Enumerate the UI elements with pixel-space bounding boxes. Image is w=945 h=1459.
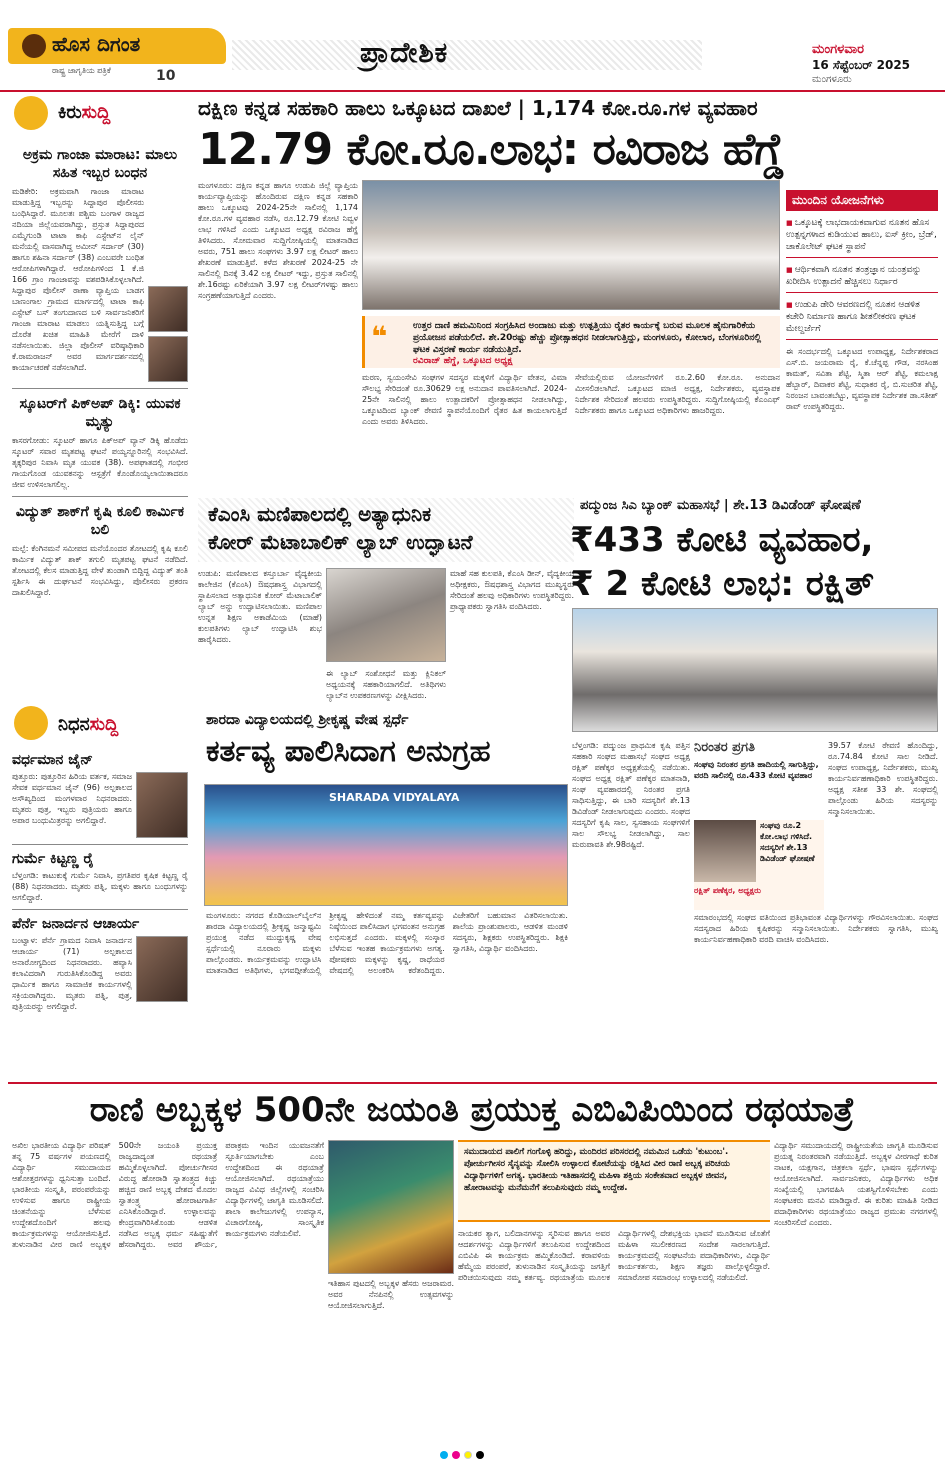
obituary-item[interactable] — [12, 752, 188, 838]
obituary-body: ಬೆಳ್ತಂಗಡಿ: ಕಾಟುಕುಕ್ಕೆ ಗುರ್ಮೆ ನಿವಾಸಿ, ಪ್ರಗತಿಪರ ಕೃಷಿಕ ಕಿಟ್ಟಣ್ಣ ರೈ (88) ನಿಧನರಾದರು. ಮೃತರು ಪತ್ನಿ, ಮಕ್ಕಳು ಹಾಗೂ ಬಂಧುಗಳನ್ನು ಅಗಲಿದ್ದಾರೆ. — [12, 871, 188, 902]
future-plans-title: ಮುಂದಿನ ಯೋಜನೆಗಳು — [786, 190, 938, 211]
hand-icon — [14, 96, 48, 130]
press-meet-photo — [362, 180, 780, 310]
kmc-headline-box[interactable] — [198, 498, 574, 562]
future-plan-item: ■ ಉಡುಪಿ ಡೇರಿ ಆವರಣದಲ್ಲಿ ನೂತನ ಆಡಳಿತ ಕಚೇರಿ ನಿರ್ಮಾಣ ಹಾಗೂ ಶೀತಲೀಕರಣ ಘಟಕ ಮೇಲ್ದರ್ಜೆಗೆ — [786, 299, 938, 340]
logo-tagline: ರಾಷ್ಟ್ರ ಜಾಗೃತಿಯ ಪತ್ರಿಕೆ — [52, 66, 111, 75]
highlight-text: ಸಮುದಾಯದ ಪಾಲಿಗೆ ಗಂಗೊಳ್ಳಿ ಹರಿದ್ದು, ಮಂದಿರದ ಪರಿಸರದಲ್ಲಿ ನಮಮಿನ ಒಡೆಯ 'ಕುಟುಂಬ'. ಪೋರ್ಚುಗೀಸರ ಸೈನ್ಯವನ್ನು ಸೋಲಿಸಿ ಉಳ್ಳಾಲದ ಕೋಟೆಯನ್ನು ರಕ್ಷಿಸಿದ ವೀರ ರಾಣಿ ಅಬ್ಬಕ್ಕ ಪರಿಚಯ ವಿದ್ಯಾರ್ಥಿಗಳಿಗೆ ಅಗತ್ಯ. ಭಾರತೀಯ ಇತಿಹಾಸದಲ್ಲಿ ಮಹಿಳಾ ಶಕ್ತಿಯ ಸಂಕೇತವಾದ ಅಬ್ಬಕ್ಕಳ ಜೀವನ, ಹೋರಾಟವನ್ನು ಮನೆಮನೆಗೆ ತಲುಪಿಸುವುದು ನಮ್ಮ ಉದ್ದೇಶ. — [464, 1147, 730, 1193]
kmc-body: ಮಾಹೆ ಸಹ ಕುಲಪತಿ, ಕೆಎಂಸಿ ಡೀನ್, ವೈದ್ಯಕೀಯ ಅಧೀಕ್ಷಕರು, ಔಷಧಶಾಸ್ತ್ರ ವಿಭಾಗದ ಮುಖ್ಯಸ್ಥರು ಸೇರಿದಂತೆ ಹಲವು ಅಧಿಕಾರಿಗಳು ಉಪಸ್ಥಿತರಿದ್ದರು. ಪ್ರಾಧ್ಯಾಪಕರು ಸ್ವಾಗತಿಸಿ ವಂದಿಸಿದರು. — [450, 569, 574, 611]
brief-body: ಮಲ್ಪೆ: ಕೆಂಗಿನಮನೆ ಸಮೀಪದ ಮನೆಯೊಂದರ ತೋಟದಲ್ಲಿ ಕೃಷಿ ಕೂಲಿ ಕಾರ್ಮಿಕ ವಿದ್ಯುತ್ ಶಾಕ್ ತಗುಲಿ ಮೃತಪಟ್ಟ ಘಟನೆ ನಡೆದಿದೆ. ತೋಟದಲ್ಲಿ ಕೆಲಸ ಮಾಡುತ್ತಿದ್ದ ವೇಳೆ ತುಂಡಾಗಿ ಬಿದ್ದಿದ್ದ ವಿದ್ಯುತ್ ತಂತಿ ಸ್ಪರ್ಶಿಸಿ ಈ ದುರ್ಘಟನೆ ಸಂಭವಿಸಿದ್ದು, ಪೊಲೀಸರು ಪ್ರಕರಣ ದಾಖಲಿಸಿದ್ದಾರೆ. — [12, 544, 188, 597]
bank-story-body: ಬೆಳ್ತಂಗಡಿ: ಪದ್ಮುಂಜ ಪ್ರಾಥಮಿಕ ಕೃಷಿ ಪತ್ತಿನ ಸಹಕಾರಿ ಸಂಘದ ಮಹಾಸಭೆ ಸಂಘದ ಅಧ್ಯಕ್ಷ ರಕ್ಷಿತ್ ಪಣೆಕ್ಕರ ಅಧ್ಯಕ್ಷತೆಯಲ್ಲಿ ನಡೆಯಿತು. ಸಂಘದ ಅಧ್ಯಕ್ಷ ರಕ್ಷಿತ್ ಪಣೆಕ್ಕರ ಮಾತನಾಡಿ, ಸಂಘ ವ್ಯವಹಾರದಲ್ಲಿ ನಿರಂತರ ಪ್ರಗತಿ ಸಾಧಿಸುತ್ತಿದ್ದು, ಈ ಬಾರಿ ಸದಸ್ಯರಿಗೆ ಶೇ.13 ಡಿವಿಡೆಂಡ್ ನೀಡಲಾಗುವುದು ಎಂದರು. ಸಂಘದ ಸದಸ್ಯರಿಗೆ ಕೃಷಿ ಸಾಲ, ಸ್ವಸಹಾಯ ಸಂಘಗಳಿಗೆ ಸಾಲ ಸೌಲಭ್ಯ ನೀಡಲಾಗಿದ್ದು, ಸಾಲ ಮರುಪಾವತಿ ಶೇ.98ರಷ್ಟಿದೆ. — [572, 741, 690, 849]
obituary-icon — [14, 706, 48, 740]
sharada-headline[interactable]: ಕರ್ತವ್ಯ ಪಾಲಿಸಿದಾಗ ಅನುಗ್ರಹ — [206, 734, 491, 769]
obituary-body: ಬಂಟ್ವಾಳ: ಪೆರ್ನೆ ಗ್ರಾಮದ ನಿವಾಸಿ ಜನಾರ್ದನ ಆಚಾರ್ಯ (71) ಅಲ್ಪಕಾಲದ ಅನಾರೋಗ್ಯದಿಂದ ನಿಧನರಾದರು. ಹವ್ಯಾಸಿ ಕಲಾವಿದರಾಗಿ ಗುರುತಿಸಿಕೊಂಡಿದ್ದ ಅವರು ಧಾರ್ಮಿಕ ಹಾಗೂ ಸಾಮಾಜಿಕ ಕಾರ್ಯಗಳಲ್ಲಿ ಸಕ್ರಿಯರಾಗಿದ್ದರು. ಮೃತರು ಪತ್ನಿ, ಪುತ್ರ, ಪುತ್ರಿಯರನ್ನು ಅಗಲಿದ್ದಾರೆ. — [12, 936, 132, 1011]
kmc-body: ಈ ಲ್ಯಾಬ್ ಸಂಶೋಧನೆ ಮತ್ತು ಕ್ಲಿನಿಕಲ್ ಅಧ್ಯಯನಕ್ಕೆ ಸಹಕಾರಿಯಾಗಲಿದೆ. ಅತಿಥಿಗಳು ಲ್ಯಾಬ್‌ನ ಉಪಕರಣಗಳನ್ನು ವೀಕ್ಷಿಸಿದರು. — [326, 669, 446, 700]
newspaper-logo[interactable] — [8, 28, 226, 84]
registration-dot — [464, 1451, 472, 1459]
lamp-icon — [22, 34, 46, 58]
registration-dot — [476, 1451, 484, 1459]
bank-story-headline[interactable]: ₹ 2 ಕೋಟಿ ಲಾಭ: ರಕ್ಷಿತ್ — [570, 564, 875, 604]
deceased-photo — [136, 936, 188, 1002]
issue-day: ಮಂಗಳವಾರ — [812, 42, 865, 57]
divider — [12, 909, 188, 910]
future-plan-item: ■ ಒಕ್ಕೂಟಕ್ಕೆ ಲಾಭದಾಯಕವಾಗುವ ನೂತನ ಹೊಸ ಉತ್ಪನ್ನಗಳಾದ ಕುಡಿಯುವ ಹಾಲು, ಐಸ್ ಕ್ರೀಂ, ಬ್ರೆಡ್, ಚಾಕೊಲೇಟ್ ಘಟಕ ಸ್ಥಾಪನೆ — [786, 217, 938, 258]
registration-dot — [440, 1451, 448, 1459]
brief-headline: ಅಕ್ರಮ ಗಾಂಜಾ ಮಾರಾಟ: ಮಾಲು ಸಹಿತ ಇಬ್ಬರ ಬಂಧನ — [22, 147, 178, 181]
section-title: ಪ್ರಾದೇಶಿಕ — [360, 36, 449, 69]
abbakka-highlight-box — [458, 1140, 770, 1222]
future-plan-item: ■ ಆರ್ಥಿಕವಾಗಿ ನೂತನ ತಂತ್ರಜ್ಞಾನ ಯಂತ್ರವನ್ನು ಖರೀದಿಸಿ ಉತ್ಪಾದನೆ ಹೆಚ್ಚಿಸಲು ನಿರ್ಧಾರ — [786, 264, 938, 293]
obituary-header — [14, 706, 184, 746]
kmc-headline-line: ಕೋರ್ ಮೆಟಾಬಾಲಿಕ್ ಲ್ಯಾಬ್ ಉದ್ಘಾಟನೆ — [208, 530, 473, 554]
obituary-item[interactable] — [12, 851, 188, 903]
top-story-body: ಮರಣ, ಸ್ವಯಂಸೇವಿ ಸಂಘಗಳ ಸದಸ್ಯರ ಮಕ್ಕಳಿಗೆ ವಿದ್ಯಾರ್ಥಿ ವೇತನ, ವಿಮಾ ಸೌಲಭ್ಯ ಸೇರಿದಂತೆ ರೂ.30629 ಲಕ್ಷ ಅನುದಾನ ಪಾವತಿಸಲಾಗಿದೆ. 2024-25ನೇ ಸಾಲಿನಲ್ಲಿ ಹಾಲು ಉತ್ಪಾದಕರಿಗೆ ಪ್ರೋತ್ಸಾಹಧನ ನೀಡಲಾಗಿದ್ದು, ಒಕ್ಕೂಟದಿಂದ ಬ್ಯಾಂಕ್ ಠೇವಣಿ ಸ್ಥಾಪನೆಯೊಂದಿಗೆ ರೈತರ ಹಿತ ಕಾಯಲಾಗುತ್ತಿದೆ ಎಂದು ಅವರು ತಿಳಿಸಿದರು. — [362, 373, 567, 426]
divider — [12, 844, 188, 845]
quote-text: ಉತ್ತರ ದಾಣಿ ಹಮಮಿನಿಂದ ಸಂಗ್ರಹಿಸಿದ ಅಂದಾಜು ಮತ್ತು ಉತ್ಪತ್ತಿಯು ರೈತರ ಕಾರ್ಯಕ್ಕೆ ಬರುವ ಮೂಲಕ ಹೈನುಗಾರಿಕೆಯ ಪ್ರಯೋಜನ ಪಡೆಯಲಿದೆ. ಶೇ.20ರಷ್ಟು ಹೆಚ್ಚು ಪ್ರೋತ್ಸಾಹಧನ ನೀಡಲಾಗುತ್ತಿದ್ದು, ಮಂಗಳೂರು, ಕೋಲಾರ, ಬೆಂಗಳೂರಿನಲ್ಲಿ ಘಟಕ ವಿಸ್ತರಣೆ ಕಾರ್ಯ ನಡೆಯುತ್ತಿದೆ. — [413, 321, 762, 355]
pull-quote — [362, 316, 780, 368]
quote-author: ರವಿರಾಜ್ ಹೆಗ್ಡೆ, ಒಕ್ಕೂಟದ ಅಧ್ಯಕ್ಷ — [413, 356, 513, 366]
logo-text: ಹೊಸ ದಿಗಂತ — [52, 32, 141, 56]
top-story-body-bottom — [362, 372, 780, 427]
brief-item[interactable] — [12, 146, 188, 382]
brief-body: ಮಡಿಕೇರಿ: ಅಕ್ರಮವಾಗಿ ಗಾಂಜಾ ಮಾರಾಟ ಮಾಡುತ್ತಿದ್ದ ಇಬ್ಬರನ್ನು ಸಿದ್ದಾಪುರ ಪೊಲೀಸರು ಬಂಧಿಸಿದ್ದಾರೆ. ಮೂಲತಃ ಪಶ್ಚಿಮ ಬಂಗಾಳ ರಾಜ್ಯದ ನದಿಯಾ ಜಿಲ್ಲೆಯವರಾಗಿದ್ದು, ಪ್ರಸ್ತುತ ಸಿದ್ದಾಪುರದ ಎಮ್ಮೆಗುಂಡಿ ಟಾಟಾ ಕಾಫಿ ಎಸ್ಟೇಟ್‌ನ ಲೈನ್ ಮನೆಯಲ್ಲಿ ವಾಸವಾಗಿದ್ದ ಅಮೀನ್ ಸರ್ದಾರ್ (30) ಹಾಗೂ ಶಹಿನಾ ಸರ್ದಾರ್ (38) ಎಂಬವರೇ ಬಂಧಿತ ಆರೋಪಿಗಳಾಗಿದ್ದಾರೆ. ಆರೋಪಿಗಳಿಂದ 1 ಕೆ.ಜಿ 166 ಗ್ರಾಂ ಗಾಂಜಾವನ್ನು ವಶಪಡಿಸಿಕೊಳ್ಳಲಾಗಿದೆ. ಸಿದ್ದಾಪುರ ಪೊಲೀಸ್ ಠಾಣಾ ವ್ಯಾಪ್ತಿಯ ಬಾಡಗ ಬಾಣಂಗಾಲ ಗ್ರಾಮದ ಮಾರ್ಗದಲ್ಲಿ ಟಾಟಾ ಕಾಫಿ ಎಸ್ಟೇಟ್ ಬಸ್ ತಂಗುದಾಣದ ಬಳಿ ಸಾರ್ವಜನಿಕರಿಗೆ ಗಾಂಜಾ ಮಾರಾಟ ಮಾಡಲು ಯತ್ನಿಸುತ್ತಿದ್ದ ಬಗ್ಗೆ ದೊರೆತ ಖಚಿತ ಮಾಹಿತಿ ಮೇರೆಗೆ ದಾಳಿ ನಡೆಸಲಾಯಿತು. ಜಿಲ್ಲಾ ಪೊಲೀಸ್ ವರಿಷ್ಠಾಧಿಕಾರಿ ಕೆ.ರಾಮರಾಜನ್ ಅವರ ಮಾರ್ಗದರ್ಶನದಲ್ಲಿ ಕಾರ್ಯಾಚರಣೆ ನಡೆಸಲಾಗಿದೆ. — [12, 187, 144, 372]
progress-box — [694, 740, 824, 781]
bank-felicitation-photo — [572, 608, 938, 732]
top-story-kicker: ದಕ್ಷಿಣ ಕನ್ನಡ ಸಹಕಾರಿ ಹಾಲು ಒಕ್ಕೂಟದ ದಾಖಲೆ | 1,174 ಕೋ.ರೂ.ಗಳ ವ್ಯವಹಾರ — [198, 96, 758, 120]
top-story-headline[interactable]: 12.79 ಕೋ.ರೂ.ಲಾಭ: ರವಿರಾಜ ಹೆಗ್ಡೆ — [198, 124, 784, 175]
page-number: 10 — [156, 68, 176, 84]
progress-title: ನಿರಂತರ ಪ್ರಗತಿ — [694, 740, 755, 755]
section-banner — [232, 40, 702, 70]
edition-city: ಮಂಗಳೂರು — [812, 74, 852, 85]
krishna-costume-photo — [204, 784, 568, 906]
brief-item[interactable] — [12, 395, 188, 490]
future-plans-box — [786, 190, 938, 412]
kmc-headline-line: ಕೆಎಂಸಿ ಮಣಿಪಾಲದಲ್ಲಿ ಅತ್ಯಾಧುನಿಕ — [208, 502, 432, 526]
top-story-body: ಸೇವೆಯಲ್ಲಿರುವ ಯೋಜನೆಗಳಿಗೆ ರೂ.2.60 ಕೋ.ರೂ. ಅನುದಾನ ಮೀಸಲಿಡಲಾಗಿದೆ. ಒಕ್ಕೂಟದ ಮಾಜಿ ಅಧ್ಯಕ್ಷ, ನಿರ್ದೇಶಕರು, ವ್ಯವಸ್ಥಾಪಕ ನಿರ್ದೇಶಕ ಸೇರಿದಂತೆ ಹಲವರು ಉಪಸ್ಥಿತರಿದ್ದರು. ಸುದ್ದಿಗೋಷ್ಠಿಯಲ್ಲಿ ಕೆಎಂಎಫ್ ನಿರ್ದೇಶಕರು ಹಾಗೂ ಒಕ್ಕೂಟದ ಅಧಿಕಾರಿಗಳು ಹಾಜರಿದ್ದರು. — [575, 373, 780, 415]
obituary-body: ಪುತ್ತೂರು: ಪುತ್ತೂರಿನ ಹಿರಿಯ ವರ್ತಕ, ಸಮಾಜ ಸೇವಕ ವರ್ಧಮಾನ ಜೈನ್ (96) ಅಲ್ಪಕಾಲದ ಅಸೌಖ್ಯದಿಂದ ಮಂಗಳವಾರ ನಿಧನರಾದರು. ಮೃತರು ಪುತ್ರ, ಇಬ್ಬರು ಪುತ್ರಿಯರು ಹಾಗೂ ಅಪಾರ ಬಂಧುಮಿತ್ರರನ್ನು ಅಗಲಿದ್ದಾರೆ. — [12, 772, 132, 825]
bank-story-kicker: ಪದ್ಮುಂಜ ಸಿಎ ಬ್ಯಾಂಕ್ ಮಹಾಸಭೆ | ಶೇ.13 ಡಿವಿಡೆಂಡ್ ಘೋಷಣೆ — [580, 498, 861, 513]
divider — [12, 388, 188, 389]
abbakka-body: ಇತಿಹಾಸ ಪುಟದಲ್ಲಿ ಅಬ್ಬಕ್ಕಳ ಹೆಸರು ಅಜರಾಮರ. ಅವರ ನೆನಪಿನಲ್ಲಿ ಉತ್ಸವಗಳನ್ನು ಆಯೋಜಿಸಲಾಗುತ್ತಿದೆ. — [328, 1279, 454, 1310]
divider — [12, 496, 188, 497]
sharada-kicker: ಶಾರದಾ ವಿದ್ಯಾಲಯದಲ್ಲಿ ಶ್ರೀಕೃಷ್ಣ ವೇಷ ಸ್ಪರ್ಧೆ — [206, 712, 409, 728]
obituary-title: ನಿಧನಸುದ್ದಿ — [58, 714, 119, 735]
bank-president-quote — [694, 820, 824, 910]
abbakka-body: ನಾಯಕರ ತ್ಯಾಗ, ಬಲಿದಾನಗಳನ್ನು ಸ್ಮರಿಸುವ ಹಾಗೂ ಅವರ ಆದರ್ಶಗಳನ್ನು ವಿದ್ಯಾರ್ಥಿಗಳಿಗೆ ತಲುಪಿಸುವ ಉದ್ದೇಶದಿಂದ ಎಬಿವಿಪಿ ಈ ಕಾರ್ಯಕ್ರಮ ಹಮ್ಮಿಕೊಂಡಿದೆ. ಕರಾವಳಿಯ ಹೆಮ್ಮೆಯ ಪರಂಪರೆ, ತುಳುನಾಡಿನ ಸಂಸ್ಕೃತಿಯನ್ನು ಜಗತ್ತಿಗೆ ಪರಿಚಯಿಸುವುದು ನಮ್ಮ ಕರ್ತವ್ಯ. ರಥಯಾತ್ರೆಯ ಮೂಲಕ ವಿದ್ಯಾರ್ಥಿಗಳಲ್ಲಿ ದೇಶಭಕ್ತಿಯ ಭಾವನೆ ಮೂಡಿಸುವ ಜೊತೆಗೆ ಮಹಿಳಾ ಸಬಲೀಕರಣದ ಸಂದೇಶ ಸಾರಲಾಗುತ್ತಿದೆ. ಕಾರ್ಯಕ್ರಮದಲ್ಲಿ ಸಂಘಟನೆಯ ಪದಾಧಿಕಾರಿಗಳು, ವಿದ್ಯಾರ್ಥಿ ಕಾರ್ಯಕರ್ತರು, ಶಿಕ್ಷಣ ತಜ್ಞರು ಪಾಲ್ಗೊಳ್ಳಲಿದ್ದಾರೆ. ಸಮಾರೋಪ ಸಮಾರಂಭ ಉಳ್ಳಾಲದಲ್ಲಿ ನಡೆಯಲಿದೆ. — [458, 1229, 770, 1282]
brief-news-column — [12, 140, 188, 598]
masthead-divider — [0, 90, 945, 92]
brief-item[interactable] — [12, 503, 188, 598]
abbakka-headline[interactable]: ರಾಣಿ ಅಬ್ಬಕ್ಕಳ 500ನೇ ಜಯಂತಿ ಪ್ರಯುಕ್ತ ಎಬಿವಿಪಿಯಿಂದ ರಥಯಾತ್ರೆ — [89, 1090, 855, 1130]
quote-text: ಸಂಘವು ರೂ.2 ಕೋ.ಲಾಭ ಗಳಿಸಿದೆ. ಸದಸ್ಯರಿಗೆ ಶೇ.13 ಡಿವಿಡೆಂಡ್ ಘೋಷಣೆ — [760, 821, 815, 863]
abbakka-body: ವಿದ್ಯಾರ್ಥಿ ಸಮುದಾಯದಲ್ಲಿ ರಾಷ್ಟ್ರೀಯತೆಯ ಜಾಗೃತಿ ಮೂಡಿಸುವ ಪ್ರಯತ್ನ ನಿರಂತರವಾಗಿ ನಡೆಯುತ್ತಿದೆ. ಅಬ್ಬಕ್ಕಳ ವೀರಗಾಥೆ ಕುರಿತ ನಾಟಕ, ಯಕ್ಷಗಾನ, ಚಿತ್ರಕಲಾ ಸ್ಪರ್ಧೆ, ಭಾಷಣ ಸ್ಪರ್ಧೆಗಳನ್ನು ಆಯೋಜಿಸಲಾಗಿದೆ. ಸಾರ್ವಜನಿಕರು, ವಿದ್ಯಾರ್ಥಿಗಳು ಅಧಿಕ ಸಂಖ್ಯೆಯಲ್ಲಿ ಭಾಗವಹಿಸಿ ಯಶಸ್ವಿಗೊಳಿಸಬೇಕು ಎಂದು ಸಂಘಟಕರು ಮನವಿ ಮಾಡಿದ್ದಾರೆ. ಈ ಕುರಿತು ಮಾಹಿತಿ ನೀಡಿದ ಪದಾಧಿಕಾರಿಗಳು ರಥಯಾತ್ರೆಯು ರಾಜ್ಯದ ಪ್ರಮುಖ ನಗರಗಳಲ್ಲಿ ಸಂಚರಿಸಲಿದೆ ಎಂದರು. — [774, 1141, 938, 1227]
future-plans-body: ಈ ಸಂದರ್ಭದಲ್ಲಿ ಒಕ್ಕೂಟದ ಉಪಾಧ್ಯಕ್ಷ, ನಿರ್ದೇಶಕರಾದ ಎಸ್.ಬಿ. ಜಯರಾಮ ರೈ, ಕೆ.ಚೆನ್ನಪ್ಪ ಗೌಡ, ನರಸಿಂಹ ಕಾಮತ್, ಸವಿತಾ ಶೆಟ್ಟಿ, ಸ್ಮಿತಾ ಆರ್ ಶೆಟ್ಟಿ, ಕಮಲಾಕ್ಷ ಹೆಬ್ಬಾರ್, ದಿವಾಕರ ಶೆಟ್ಟಿ, ಸುಧಾಕರ ರೈ, ಬಿ.ಸುಚರಿತ ಶೆಟ್ಟಿ, ನಿರಂಜನ ಬಾವಂತಬೆಟ್ಟು, ವ್ಯವಸ್ಥಾಪಕ ನಿರ್ದೇಶಕ ಡಾ.ಸತೀಶ್ ರಾವ್ ಉಪಸ್ಥಿತರಿದ್ದರು. — [786, 347, 938, 411]
abbakka-body: ಅಖಿಲ ಭಾರತೀಯ ವಿದ್ಯಾರ್ಥಿ ಪರಿಷತ್ ತನ್ನ 75 ವರ್ಷಗಳ ಪಯಣದಲ್ಲಿ ವಿದ್ಯಾರ್ಥಿ ಸಮುದಾಯದ ಆಶೋತ್ತರಗಳನ್ನು ಧ್ವನಿಸುತ್ತಾ ಬಂದಿದೆ. ಭಾರತೀಯ ಸಂಸ್ಕೃತಿ, ಪರಂಪರೆಯನ್ನು ಉಳಿಸುವ ಹಾಗೂ ರಾಷ್ಟ್ರೀಯ ಚಿಂತನೆಯನ್ನು ಬೆಳೆಸುವ ಉದ್ದೇಶದೊಂದಿಗೆ ಹಲವು ಕಾರ್ಯಕ್ರಮಗಳನ್ನು ಆಯೋಜಿಸುತ್ತಿದೆ. ತುಳುನಾಡಿನ ವೀರ ರಾಣಿ ಅಬ್ಬಕ್ಕಳ 500ನೇ ಜಯಂತಿ ಪ್ರಯುಕ್ತ ರಾಜ್ಯದಾದ್ಯಂತ ರಥಯಾತ್ರೆ ಹಮ್ಮಿಕೊಳ್ಳಲಾಗಿದೆ. ಪೋರ್ಚುಗೀಸರ ವಿರುದ್ಧ ಹೋರಾಡಿ ಸ್ವಾತಂತ್ರ್ಯದ ಕಿಚ್ಚು ಹಚ್ಚಿದ ರಾಣಿ ಅಬ್ಬಕ್ಕ ದೇಶದ ಮೊದಲ ಸ್ವಾತಂತ್ರ್ಯ ಹೋರಾಟಗಾರ್ತಿ ಎನಿಸಿಕೊಂಡಿದ್ದಾರೆ. ಉಳ್ಳಾಲವನ್ನು ಕೇಂದ್ರವಾಗಿರಿಸಿಕೊಂಡು ಆಡಳಿತ ನಡೆಸಿದ ಅಬ್ಬಕ್ಕ ಧರ್ಮ ಸಹಿಷ್ಣುತೆಗೆ ಹೆಸರಾಗಿದ್ದರು. ಅವರ ಶೌರ್ಯ, ಪರಾಕ್ರಮ ಇಂದಿನ ಯುವಜನತೆಗೆ ಸ್ಫೂರ್ತಿಯಾಗಬೇಕು ಎಂಬ ಉದ್ದೇಶದಿಂದ ಈ ರಥಯಾತ್ರೆ ಆಯೋಜಿಸಲಾಗಿದೆ. ರಥಯಾತ್ರೆಯು ರಾಜ್ಯದ ವಿವಿಧ ಜಿಲ್ಲೆಗಳಲ್ಲಿ ಸಂಚರಿಸಿ ವಿದ್ಯಾರ್ಥಿಗಳಲ್ಲಿ ಜಾಗೃತಿ ಮೂಡಿಸಲಿದೆ. ಶಾಲಾ ಕಾಲೇಜುಗಳಲ್ಲಿ ಉಪನ್ಯಾಸ, ವಿಚಾರಗೋಷ್ಠಿ, ಸಾಂಸ್ಕೃತಿಕ ಕಾರ್ಯಕ್ರಮಗಳು ನಡೆಯಲಿವೆ. — [12, 1141, 324, 1249]
quote-icon: ❝ — [371, 320, 388, 353]
obituary-name: ಗುರ್ಮೆ ಕಿಟ್ಟಣ್ಣ ರೈ — [12, 851, 94, 867]
brief-news-header — [14, 96, 184, 136]
bank-story-body: 39.57 ಕೋಟಿ ಠೇವಣಿ ಹೊಂದಿದ್ದು, ರೂ.74.84 ಕೋಟಿ ಸಾಲ ನೀಡಿದೆ. ಸಂಘದ ಉಪಾಧ್ಯಕ್ಷ, ನಿರ್ದೇಶಕರು, ಮುಖ್ಯ ಕಾರ್ಯನಿರ್ವಹಣಾಧಿಕಾರಿ ಉಪಸ್ಥಿತರಿದ್ದರು. ಅಧ್ಯಕ್ಷ ಸತೀಶ 33 ಶೇ. ಸಂಘದಲ್ಲಿ ಪಾಲ್ಗೊಂಡು ಹಿರಿಯ ಸದಸ್ಯರನ್ನು ಸನ್ಮಾನಿಸಲಾಯಿತು. — [828, 741, 938, 816]
bank-story-body: ಸಮಾರಂಭದಲ್ಲಿ ಸಂಘದ ವತಿಯಿಂದ ಪ್ರತಿಭಾವಂತ ವಿದ್ಯಾರ್ಥಿಗಳನ್ನು ಗೌರವಿಸಲಾಯಿತು. ಸಂಘದ ಸದಸ್ಯರಾದ ಹಿರಿಯ ಕೃಷಿಕರನ್ನು ಸನ್ಮಾನಿಸಲಾಯಿತು. ನಿರ್ದೇಶಕರು ಸ್ವಾಗತಿಸಿ, ಮುಖ್ಯ ಕಾರ್ಯನಿರ್ವಹಣಾಧಿಕಾರಿ ವರದಿ ವಾಚಿಸಿ ವಂದಿಸಿದರು. — [694, 913, 938, 944]
accused-photo — [148, 336, 188, 382]
kmc-body: ಉಡುಪಿ: ಮಣಿಪಾಲದ ಕಸ್ತೂರ್ಬಾ ವೈದ್ಯಕೀಯ ಕಾಲೇಜಿನ (ಕೆಎಂಸಿ) ಔಷಧಶಾಸ್ತ್ರ ವಿಭಾಗದಲ್ಲಿ ಸ್ಥಾಪಿಸಲಾದ ಅತ್ಯಾಧುನಿಕ ಕೋರ್ ಮೆಟಾಬಾಲಿಕ್ ಲ್ಯಾಬ್ ಅನ್ನು ಉದ್ಘಾಟಿಸಲಾಯಿತು. ಮಣಿಪಾಲ ಉನ್ನತ ಶಿಕ್ಷಣ ಅಕಾಡೆಮಿಯ (ಮಾಹೆ) ಕುಲಪತಿಗಳು ಲ್ಯಾಬ್ ಉದ್ಘಾಟಿಸಿ ಶುಭ ಹಾರೈಸಿದರು. — [198, 569, 322, 644]
brief-headline: ವಿದ್ಯುತ್ ಶಾಕ್‌ಗೆ ಕೃಷಿ ಕೂಲಿ ಕಾರ್ಮಿಕ ಬಲಿ — [15, 504, 185, 538]
obituary-name: ವರ್ಧಮಾನ ಜೈನ್ — [12, 752, 93, 768]
masthead — [0, 0, 945, 92]
registration-dot — [452, 1451, 460, 1459]
top-story-body: ಮಂಗಳೂರು: ದಕ್ಷಿಣ ಕನ್ನಡ ಹಾಗೂ ಉಡುಪಿ ಜಿಲ್ಲೆ ವ್ಯಾಪ್ತಿಯ ಕಾರ್ಯವ್ಯಾಪ್ತಿಯನ್ನು ಹೊಂದಿರುವ ದಕ್ಷಿಣ ಕನ್ನಡ ಸಹಕಾರಿ ಹಾಲು ಒಕ್ಕೂಟವು 2024-25ನೇ ಸಾಲಿನಲ್ಲಿ 1,174 ಕೋ.ರೂ.ಗಳ ವ್ಯವಹಾರ ನಡೆಸಿ, ರೂ.12.79 ಕೋಟಿ ನಿವ್ವಳ ಲಾಭ ಗಳಿಸಿದೆ ಎಂದು ಒಕ್ಕೂಟದ ಅಧ್ಯಕ್ಷ ರವಿರಾಜ ಹೆಗ್ಡೆ ತಿಳಿಸಿದರು. ಸೋಮವಾರ ಸುದ್ದಿಗೋಷ್ಠಿಯಲ್ಲಿ ಮಾತನಾಡಿದ ಅವರು, 751 ಹಾಲು ಸಂಘಗಳು 3.97 ಲಕ್ಷ ಲೀಟರ್ ಹಾಲು ಶೇಖರಣೆ ಮಾಡುತ್ತಿವೆ. ಕಳೆದ ಶೇಖರಣೆ 2024-25 ನೇ ಸಾಲಿನಲ್ಲಿ ದಿನಕ್ಕೆ 3.42 ಲಕ್ಷ ಲೀಟರ್ ಇದ್ದು, ಪ್ರಸ್ತುತ ಸಾಲಿನಲ್ಲಿ ಶೇ.16ರಷ್ಟು ಏರಿಕೆಯಾಗಿ 3.97 ಲಕ್ಷ ಲೀಟರ್‌ಗಳಷ್ಟು ಹಾಲು ಸಂಗ್ರಹಣೆಯಾಗುತ್ತಿದೆ ಎಂದರು. — [198, 181, 358, 300]
president-photo — [694, 820, 756, 882]
school-banner-text: SHARADA VIDYALAYA — [329, 791, 460, 804]
obituary-name: ಪೆರ್ನೆ ಜನಾರ್ದನ ಆಚಾರ್ಯ — [12, 916, 140, 932]
section-divider — [8, 1082, 937, 1084]
progress-subtitle: ಸಂಘವು ನಿರಂತರ ಪ್ರಗತಿ ಹಾದಿಯಲ್ಲಿ ಸಾಗುತ್ತಿದ್ದು, ವರದಿ ಸಾಲಿನಲ್ಲಿ ರೂ.433 ಕೋಟಿ ವ್ಯವಹಾರ — [694, 760, 819, 780]
lab-inauguration-photo — [326, 568, 446, 662]
bank-story-headline[interactable]: ₹433 ಕೋಟಿ ವ್ಯವಹಾರ, — [570, 520, 874, 560]
obituary-item[interactable] — [12, 916, 188, 1012]
obituary-column — [12, 746, 188, 1012]
brief-body: ಕಾಸರಗೋಡು: ಸ್ಕೂಟರ್ ಹಾಗೂ ಪಿಕ್‌ಅಪ್ ವ್ಯಾನ್ ಡಿಕ್ಕಿ ಹೊಡೆದು ಸ್ಕೂಟರ್ ಸವಾರ ಮೃತಪಟ್ಟ ಘಟನೆ ಪಯ್ಯನ್ನೂರಿನಲ್ಲಿ ಸಂಭವಿಸಿದೆ. ತೃಕ್ಕರಿಪುರ ನಿವಾಸಿ ಮೃತ ಯುವಕ (38). ಅಪಘಾತದಲ್ಲಿ ಗಂಭೀರ ಗಾಯಗೊಂಡ ಯುವಕನನ್ನು ಆಸ್ಪತ್ರೆಗೆ ಕೊಂಡೊಯ್ಯಲಾಯಿತಾದರೂ ಜೀವ ಉಳಿಸಲಾಗಲಿಲ್ಲ. — [12, 436, 188, 489]
deceased-photo — [136, 772, 188, 838]
accused-photo — [148, 286, 188, 332]
sharada-body: ಮಂಗಳೂರು: ನಗರದ ಕೊಡಿಯಾಲ್‌ಬೈಲ್‌ನ ಶಾರದಾ ವಿದ್ಯಾಲಯದಲ್ಲಿ ಶ್ರೀಕೃಷ್ಣ ಜನ್ಮಾಷ್ಟಮಿ ಪ್ರಯುಕ್ತ ನಡೆದ ಮುದ್ದುಕೃಷ್ಣ ವೇಷ ಸ್ಪರ್ಧೆಯಲ್ಲಿ ನೂರಾರು ಮಕ್ಕಳು ಪಾಲ್ಗೊಂಡರು. ಕಾರ್ಯಕ್ರಮವನ್ನು ಉದ್ಘಾಟಿಸಿ ಮಾತನಾಡಿದ ಅತಿಥಿಗಳು, ಭಗವದ್ಗೀತೆಯಲ್ಲಿ ಶ್ರೀಕೃಷ್ಣ ಹೇಳಿದಂತೆ ನಮ್ಮ ಕರ್ತವ್ಯವನ್ನು ನಿಷ್ಠೆಯಿಂದ ಪಾಲಿಸಿದಾಗ ಭಗವಂತನ ಅನುಗ್ರಹ ಲಭಿಸುತ್ತದೆ ಎಂದರು. ಮಕ್ಕಳಲ್ಲಿ ಸಂಸ್ಕಾರ ಬೆಳೆಸುವ ಇಂತಹ ಕಾರ್ಯಕ್ರಮಗಳು ಅಗತ್ಯ. ಪೋಷಕರು ಮಕ್ಕಳನ್ನು ಕೃಷ್ಣ, ರಾಧೆಯರ ವೇಷದಲ್ಲಿ ಅಲಂಕರಿಸಿ ಕರೆತಂದಿದ್ದರು. ವಿಜೇತರಿಗೆ ಬಹುಮಾನ ವಿತರಿಸಲಾಯಿತು. ಶಾಲೆಯ ಪ್ರಾಂಶುಪಾಲರು, ಆಡಳಿತ ಮಂಡಳಿ ಸದಸ್ಯರು, ಶಿಕ್ಷಕರು ಉಪಸ್ಥಿತರಿದ್ದರು. ಶಿಕ್ಷಕಿ ಸ್ವಾಗತಿಸಿ, ವಿದ್ಯಾರ್ಥಿ ವಂದಿಸಿದರು. — [206, 911, 568, 975]
print-registration-dots — [440, 1444, 520, 1454]
quote-author: ರಕ್ಷಿತ್ ಪಣೆಕ್ಕರ, ಅಧ್ಯಕ್ಷರು — [694, 886, 761, 895]
rani-abbakka-illustration — [328, 1140, 454, 1274]
brief-news-title: ಕಿರುಸುದ್ದಿ — [58, 102, 111, 123]
issue-date: 16 ಸೆಪ್ಟೆಂಬರ್ 2025 — [812, 58, 911, 72]
brief-headline: ಸ್ಕೂಟರ್‌ಗೆ ಪಿಕ್‌ಅಪ್ ಡಿಕ್ಕಿ: ಯುವಕ ಮೃತ್ಯು — [19, 396, 181, 430]
